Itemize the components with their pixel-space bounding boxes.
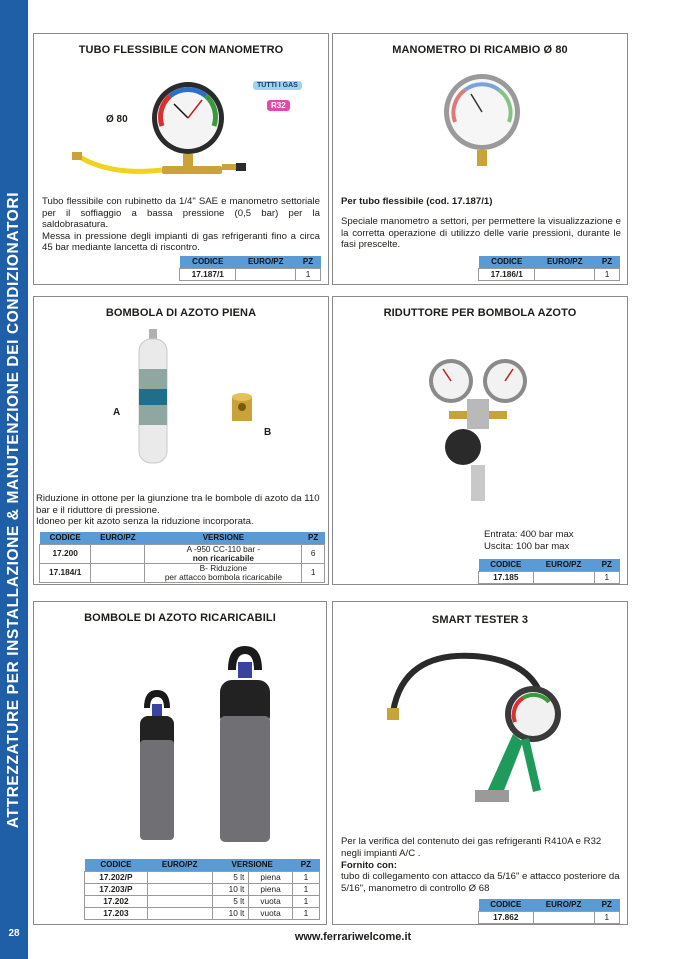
table-row	[479, 571, 620, 583]
table-row	[180, 268, 321, 280]
cell-lt: 10 lt	[212, 883, 249, 895]
header-codice: CODICE	[479, 559, 534, 571]
uscita-text: Uscita: 100 bar max	[484, 541, 570, 552]
product-table	[179, 256, 321, 281]
header-pz: PZ	[594, 899, 619, 911]
card-bombole-ricaricabili	[33, 601, 327, 925]
pressure-gauge-image	[441, 72, 523, 172]
header-euro: EURO/PZ	[147, 859, 212, 871]
card-title: SMART TESTER 3	[431, 614, 529, 626]
cell-codice: 17.187/1	[180, 268, 236, 280]
card-riduttore-bombola-azoto	[332, 296, 628, 585]
versione-line-2: per attacco bombola ricaricabile	[164, 571, 282, 582]
header-euro: EURO/PZ	[236, 256, 296, 268]
header-pz: PZ	[296, 256, 321, 268]
cell-codice: 17.202/P	[85, 871, 148, 883]
table-row	[479, 911, 620, 923]
cell-codice: 17.185	[479, 571, 534, 583]
header-codice: CODICE	[180, 256, 236, 268]
cell-codice: 17.186/1	[479, 268, 535, 280]
pressure-reducer-image	[423, 355, 543, 505]
cell-euro	[147, 895, 212, 907]
cell-versione	[145, 563, 302, 582]
description-line-2: Idoneo per kit azoto senza la riduzione incorporata.	[36, 516, 254, 527]
large-refillable-cylinder-image	[218, 646, 272, 844]
badge-tutti-i-gas: TUTTI I GAS	[253, 81, 302, 90]
description-line-1: Tubo flessibile con rubinetto da 1/4" SAE e manometro settoriale per il soffiaggio a bassa pressione (0,5 bar) per la saldobrasatura.	[42, 196, 320, 230]
description	[36, 493, 326, 528]
nitrogen-cylinder-image	[136, 329, 170, 465]
table-row	[85, 871, 320, 883]
cell-euro	[236, 268, 296, 280]
description: Speciale manometro a settori, per permettere la visualizzazione e la corretta operazione di utilizzo delle varie pressioni, durante le fasi prescelte.	[341, 216, 621, 250]
table-row	[479, 268, 620, 280]
cell-euro	[533, 911, 594, 923]
cell-pz: 1	[292, 895, 319, 907]
label-a: A	[113, 407, 121, 418]
entrata-text: Entrata: 400 bar max	[484, 529, 574, 540]
table-row	[40, 544, 325, 563]
small-refillable-cylinder-image	[138, 690, 176, 842]
header-pz: PZ	[594, 559, 619, 571]
header-codice: CODICE	[85, 859, 148, 871]
cell-pz: 1	[595, 268, 620, 280]
card-title: TUBO FLESSIBILE CON MANOMETRO	[78, 44, 284, 56]
versione-line-1: B- Riduzione	[199, 562, 248, 573]
cell-codice: 17.200	[40, 544, 91, 563]
product-table	[84, 859, 320, 920]
cell-euro	[147, 883, 212, 895]
card-title: RIDUTTORE PER BOMBOLA AZOTO	[383, 307, 577, 319]
cell-pz: 1	[594, 911, 619, 923]
description-line-1: Riduzione in ottone per la giunzione tra le bombole di azoto da 110 bar e il riduttore di pressione.	[36, 493, 320, 516]
cell-stato: vuota	[249, 907, 293, 919]
page-number: 28	[8, 928, 20, 939]
header-codice: CODICE	[479, 899, 534, 911]
table-row	[40, 563, 325, 582]
fornito-description: tubo di collegamento con attacco da 5/16" e attacco posteriore da 5/16", manometro di controllo Ø 68	[341, 871, 620, 894]
cell-stato: piena	[249, 871, 293, 883]
header-codice: CODICE	[479, 256, 535, 268]
card-title: BOMBOLE DI AZOTO RICARICABILI	[84, 612, 276, 624]
header-versione: VERSIONE	[145, 532, 302, 544]
brass-reducer-image	[230, 391, 254, 423]
cell-codice: 17.184/1	[40, 563, 91, 582]
cell-euro	[147, 907, 212, 919]
cell-euro	[533, 571, 594, 583]
header-pz: PZ	[292, 859, 319, 871]
cell-pz: 1	[302, 563, 325, 582]
cell-codice: 17.203	[85, 907, 148, 919]
cell-pz: 1	[292, 907, 319, 919]
cell-euro	[147, 871, 212, 883]
versione-line-2: non ricaricabile	[192, 552, 255, 563]
description	[42, 196, 320, 254]
cell-pz: 6	[302, 544, 325, 563]
cell-versione	[145, 544, 302, 563]
header-versione: VERSIONE	[212, 859, 292, 871]
cell-pz: 1	[296, 268, 321, 280]
cell-codice: 17.203/P	[85, 883, 148, 895]
sidebar	[0, 0, 28, 959]
header-euro: EURO/PZ	[533, 559, 594, 571]
card-bombola-azoto-piena	[33, 296, 329, 585]
header-euro: EURO/PZ	[91, 532, 145, 544]
cell-codice: 17.202	[85, 895, 148, 907]
card-title: BOMBOLA DI AZOTO PIENA	[105, 307, 257, 319]
header-euro: EURO/PZ	[535, 256, 595, 268]
table-row	[85, 895, 320, 907]
footer-website-link[interactable]: www.ferrariwelcome.it	[294, 931, 412, 943]
cell-lt: 10 lt	[212, 907, 249, 919]
cell-lt: 5 lt	[212, 871, 249, 883]
cell-euro	[91, 563, 145, 582]
sidebar-title: ATTREZZATURE PER INSTALLAZIONE & MANUTENZIONE DEI CONDIZIONATORI	[5, 191, 22, 829]
header-codice: CODICE	[40, 532, 91, 544]
smart-tester-image	[383, 642, 573, 812]
product-table	[39, 532, 325, 583]
cell-lt: 5 lt	[212, 895, 249, 907]
cell-euro	[535, 268, 595, 280]
label-b: B	[264, 427, 272, 438]
cell-stato: piena	[249, 883, 293, 895]
cell-codice: 17.862	[479, 911, 534, 923]
description: Per la verifica del contenuto dei gas refrigeranti R410A e R32 negli impianti A/C .	[341, 836, 602, 859]
fornito-label: Fornito con:	[341, 860, 397, 871]
table-row	[85, 883, 320, 895]
product-table	[478, 256, 620, 281]
cell-euro	[91, 544, 145, 563]
cell-pz: 1	[292, 871, 319, 883]
header-pz: PZ	[302, 532, 325, 544]
card-title: MANOMETRO DI RICAMBIO Ø 80	[392, 44, 568, 56]
cell-pz: 1	[292, 883, 319, 895]
header-euro: EURO/PZ	[533, 899, 594, 911]
manifold-gauge-hose-image	[70, 74, 250, 184]
description-line-2: Messa in pressione degli impianti di gas refrigeranti fino a circa 45 bar mediante lancetta di riscontro.	[42, 230, 320, 253]
card-smart-tester-3	[332, 601, 628, 925]
description-bold: Per tubo flessibile (cod. 17.187/1)	[341, 196, 493, 207]
header-pz: PZ	[595, 256, 620, 268]
card-manometro-ricambio	[332, 33, 628, 285]
table-row	[85, 907, 320, 919]
card-tubo-flessibile	[33, 33, 329, 285]
versione-line-1: A -950 CC-110 bar -	[186, 543, 261, 554]
cell-pz: 1	[594, 571, 619, 583]
diameter-label: Ø 80	[106, 114, 128, 125]
badge-r32: R32	[267, 100, 290, 111]
product-table	[478, 559, 620, 584]
cell-stato: vuota	[249, 895, 293, 907]
product-table	[478, 899, 620, 924]
